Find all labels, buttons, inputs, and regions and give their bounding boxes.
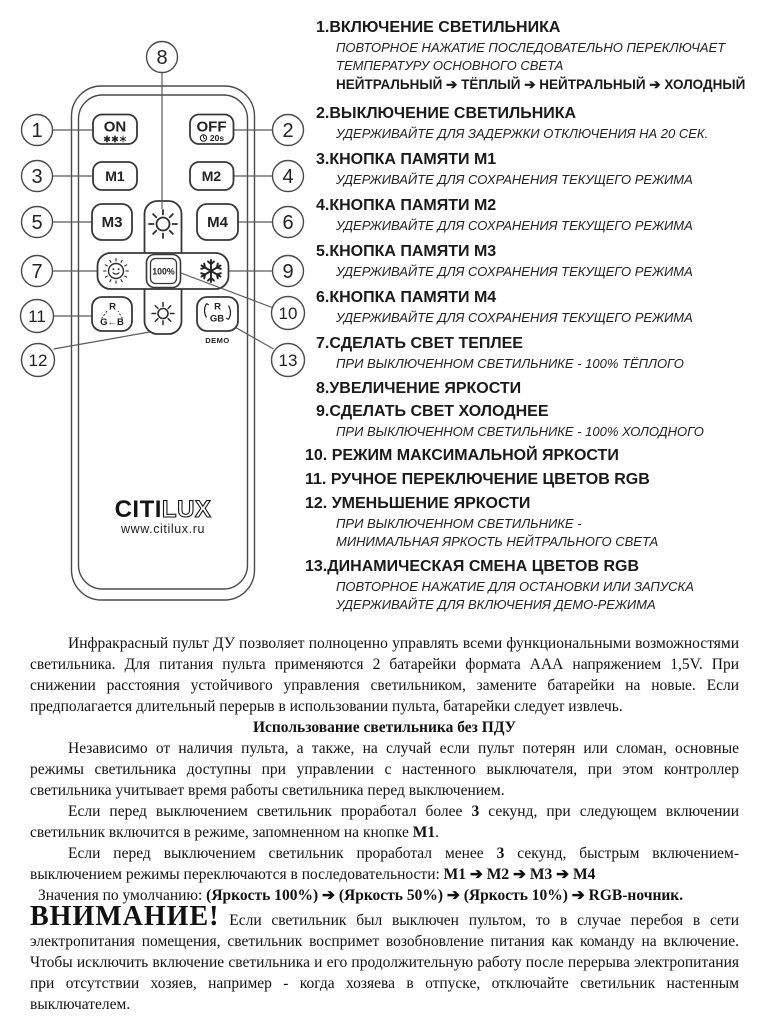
- list-item: [316, 240, 764, 281]
- text-run: .: [435, 824, 439, 841]
- text-run: секунд, при следующем включении светильник включится в режиме, запомненном на кнопке: [30, 803, 740, 841]
- list-item: [305, 468, 764, 491]
- callout-9: 9: [282, 261, 294, 283]
- item-number: 3.: [316, 151, 330, 168]
- item-title: УМЕНЬШЕНИЕ ЯРКОСТИ: [331, 495, 531, 512]
- callout-6: 6: [282, 212, 294, 234]
- list-item-title: [316, 16, 764, 39]
- item-title: ДИНАМИЧЕСКАЯ СМЕНА ЦВЕТОВ RGB: [327, 558, 640, 575]
- paragraph-more-3s: [30, 801, 739, 843]
- item-detail: МИНИМАЛЬНАЯ ЯРКОСТЬ НЕЙТРАЛЬНОГО СВЕТА: [336, 534, 659, 549]
- list-item: [316, 286, 764, 327]
- bold-run: 3: [471, 803, 480, 820]
- off-label: OFF: [196, 118, 227, 136]
- list-item-title: [305, 444, 764, 467]
- remote-diagram: [0, 0, 310, 640]
- list-item: [316, 377, 764, 400]
- callout-10: 10: [278, 304, 298, 323]
- m4-label: M4: [207, 214, 228, 231]
- rgb-manual-top-label: R: [109, 301, 116, 313]
- list-item-title: [316, 194, 764, 217]
- paragraph-no-remote: Независимо от наличия пульта, а также, на случай если пульт потерян или сломан, основные режимы светильника доступны при управлении с настенного выключателя, при этом контроллер светильника учитывает время работы светильника перед выключением.: [30, 740, 739, 799]
- text-run: Если перед выключением светильник проработал менее: [68, 845, 497, 862]
- callout-7: 7: [31, 261, 43, 283]
- callout-5: 5: [31, 212, 43, 234]
- item-title: УВЕЛИЧЕНИЕ ЯРКОСТИ: [329, 380, 522, 397]
- list-item: [316, 148, 764, 189]
- list-item: [305, 444, 764, 467]
- item-title: ВКЛЮЧЕНИЕ СВЕТИЛЬНИКА: [329, 19, 561, 36]
- list-item: [316, 16, 764, 94]
- attention-title: ВНИМАНИЕ!: [30, 901, 220, 932]
- item-title: РУЧНОЕ ПЕРЕКЛЮЧЕНИЕ ЦВЕТОВ RGB: [330, 471, 650, 488]
- list-item-title: [316, 400, 764, 423]
- item-title: КНОПКА ПАМЯТИ М2: [329, 197, 497, 214]
- section-heading: Использование светильника без ПДУ: [252, 719, 517, 736]
- callout-2: 2: [282, 120, 294, 142]
- text-run: секунд, быстрым включением-выключением режимы переключаются в последовательности:: [30, 845, 739, 883]
- item-number: 1.: [316, 19, 330, 36]
- callout-4: 4: [282, 166, 294, 188]
- callout-11: 11: [28, 307, 46, 326]
- paragraph-attention: [30, 901, 739, 1015]
- item-number: 10.: [305, 447, 332, 464]
- bold-run: (Яркость 100%) ➔ (Яркость 50%) ➔ (Яркость 10%) ➔ RGB-ночник.: [206, 887, 684, 904]
- item-title: СДЕЛАТЬ СВЕТ ХОЛОДНЕЕ: [329, 403, 549, 420]
- item-title: СДЕЛАТЬ СВЕТ ТЕПЛЕЕ: [329, 335, 523, 352]
- bold-run: 3: [496, 845, 505, 862]
- item-detail: ПРИ ВЫКЛЮЧЕННОМ СВЕТИЛЬНИКЕ -: [336, 516, 582, 531]
- item-number: 13.: [305, 558, 328, 575]
- item-number: 8.: [316, 380, 330, 397]
- callout-3: 3: [31, 166, 43, 188]
- list-item: [305, 555, 764, 614]
- list-item: [316, 194, 764, 235]
- callout-1: 1: [31, 120, 43, 142]
- bold-run: М1: [412, 824, 436, 841]
- item-detail: УДЕРЖИВАЙТЕ ДЛЯ СОХРАНЕНИЯ ТЕКУЩЕГО РЕЖИМА: [336, 218, 693, 233]
- on-label: ON: [103, 118, 127, 136]
- item-detail: УДЕРЖИВАЙТЕ ДЛЯ СОХРАНЕНИЯ ТЕКУЩЕГО РЕЖИМА: [336, 172, 693, 187]
- list-item-title: [316, 332, 764, 355]
- item-detail: УДЕРЖИВАЙТЕ ДЛЯ СОХРАНЕНИЯ ТЕКУЩЕГО РЕЖИМА: [336, 264, 693, 279]
- rgb-manual-bottom-label: G←B: [100, 317, 124, 328]
- bold-run: М1 ➔ М2 ➔ М3 ➔ М4: [443, 866, 596, 883]
- function-list: [305, 16, 764, 614]
- item-title: ВЫКЛЮЧЕНИЕ СВЕТИЛЬНИКА: [329, 105, 577, 122]
- paragraph-less-3s: [30, 843, 739, 885]
- item-detail: ПОВТОРНОЕ НАЖАТИЕ ДЛЯ ОСТАНОВКИ ИЛИ ЗАПУСКА: [336, 579, 694, 594]
- demo-caption: DEMO: [205, 336, 230, 345]
- three-stars-icon: [104, 136, 126, 143]
- m2-label: M2: [201, 168, 222, 184]
- item-detail: ТЕМПЕРАТУРУ ОСНОВНОГО СВЕТА: [336, 58, 564, 73]
- item-title: РЕЖИМ МАКСИМАЛЬНОЙ ЯРКОСТИ: [331, 447, 619, 464]
- callout-13: 13: [278, 351, 298, 370]
- item-number: 4.: [316, 197, 330, 214]
- item-detail: УДЕРЖИВАЙТЕ ДЛЯ ЗАДЕРЖКИ ОТКЛЮЧЕНИЯ НА 20 СЕК.: [336, 126, 709, 141]
- remote-svg: [0, 0, 310, 640]
- item-detail: УДЕРЖИВАЙТЕ ДЛЯ ВКЛЮЧЕНИЯ ДЕМО-РЕЖИМА: [336, 597, 656, 612]
- list-item-title: [305, 492, 764, 515]
- body-text: [30, 633, 739, 1015]
- list-item-title: [316, 240, 764, 263]
- callout-12: 12: [28, 351, 48, 370]
- item-number: 9.: [316, 403, 330, 420]
- item-number: 6.: [316, 289, 330, 306]
- item-detail: ПРИ ВЫКЛЮЧЕННОМ СВЕТИЛЬНИКЕ - 100% ХОЛОДНОГО: [336, 424, 704, 439]
- list-item-title: [305, 468, 764, 491]
- list-item-title: [316, 148, 764, 171]
- m3-label: M3: [101, 214, 123, 231]
- item-title: КНОПКА ПАМЯТИ М1: [329, 151, 497, 168]
- list-item-title: [316, 102, 764, 125]
- item-number: 11.: [305, 471, 331, 488]
- text-run: Значения по умолчанию:: [38, 887, 207, 904]
- item-number: 12.: [305, 495, 332, 512]
- item-sequence: НЕЙТРАЛЬНЫЙ ➔ ТЁПЛЫЙ ➔ НЕЙТРАЛЬНЫЙ ➔ ХОЛОДНЫЙ: [336, 77, 746, 92]
- item-detail: УДЕРЖИВАЙТЕ ДЛЯ СОХРАНЕНИЯ ТЕКУЩЕГО РЕЖИМА: [336, 310, 693, 325]
- item-number: 7.: [316, 335, 330, 352]
- brand-website: www.citilux.ru: [120, 522, 206, 536]
- brand-outline: LUX: [161, 496, 212, 523]
- brand-logo: [115, 496, 212, 523]
- rgb-demo-bottom-label: GB: [209, 313, 225, 325]
- m1-label: M1: [105, 168, 125, 184]
- list-item: [316, 102, 764, 143]
- list-item: [316, 400, 764, 441]
- item-title: КНОПКА ПАМЯТИ М4: [329, 289, 497, 306]
- attention-text: Если светильник был выключен пультом, то в случае перебоя в сети электропитания помещения, светильник воспримет возобновление питания как команду на включение. Чтобы исключить включение светильника и его продолжительную работу после перерыва электропитания при отсутствии хозяев, например - когда хозяева в отпуске, отключайте светильник настенным выключателем.: [30, 912, 739, 1013]
- list-item: [316, 332, 764, 373]
- max-brightness-label: 100%: [152, 266, 175, 277]
- list-item: [305, 492, 764, 551]
- paragraph-remote-info: Инфракрасный пульт ДУ позволяет полноценно управлять всеми функциональными возможностями светильника. Для питания пульта применяются 2 батарейки формата ААА напряжением 1,5V. При снижении расстояния устойчивого управления светильником, замените батарейки на новые. Если предполагается длительный перерыв в использовании пульта, батарейки следует извлечь.: [30, 635, 739, 715]
- item-number: 2.: [316, 105, 330, 122]
- callout-8: 8: [156, 47, 168, 69]
- list-item-title: [305, 555, 764, 578]
- item-title: КНОПКА ПАМЯТИ М3: [329, 243, 497, 260]
- item-detail: ПРИ ВЫКЛЮЧЕННОМ СВЕТИЛЬНИКЕ - 100% ТЁПЛОГО: [336, 356, 684, 371]
- item-number: 5.: [316, 243, 330, 260]
- item-detail: ПОВТОРНОЕ НАЖАТИЕ ПОСЛЕДОВАТЕЛЬНО ПЕРЕКЛЮЧАЕТ: [336, 40, 726, 55]
- off-timer-label: 20s: [209, 133, 225, 143]
- brand-solid: CITI: [114, 496, 162, 523]
- list-item-title: [316, 377, 764, 400]
- rgb-demo-top-label: R: [214, 301, 221, 313]
- list-item-title: [316, 286, 764, 309]
- text-run: Если перед выключением светильник проработал более: [68, 803, 472, 820]
